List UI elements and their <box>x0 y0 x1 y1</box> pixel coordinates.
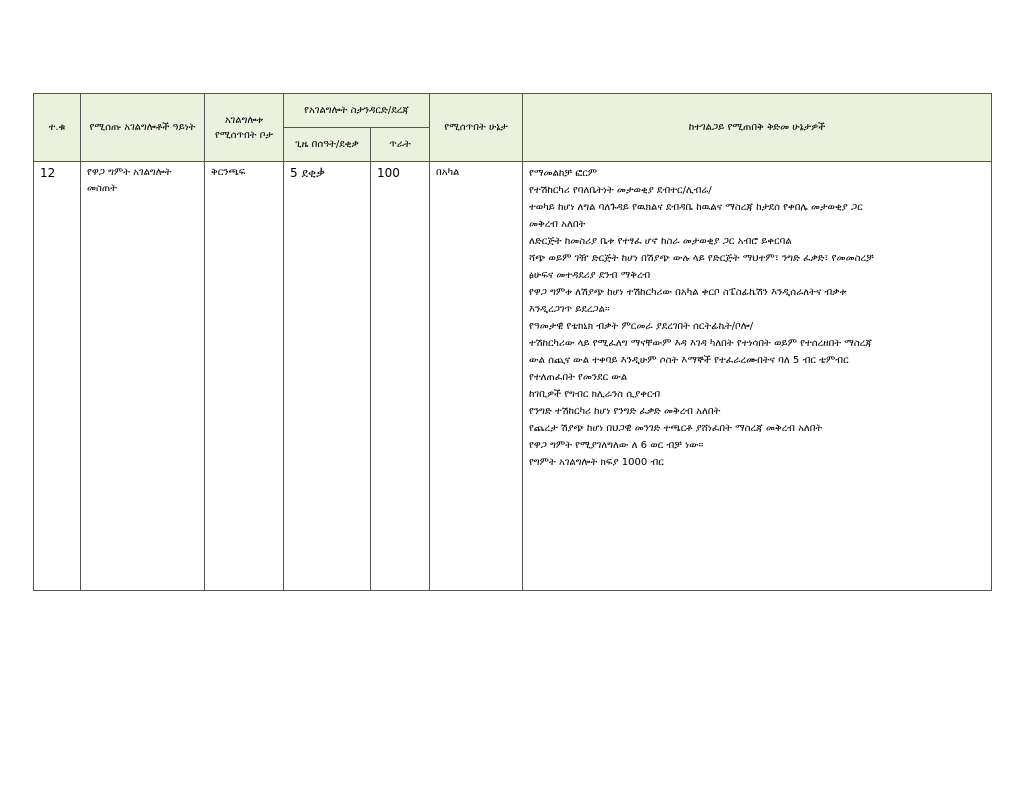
header-service-types: የሚሰጡ አገልግሎቶች ዓይነት <box>81 94 205 162</box>
list-item: የጨረታ ሽያጭ ከሆነ በህጋዊ መንገድ ተጫርቶ ያሸነፈበት ማስረጃ መቅረብ አለበት <box>529 423 823 434</box>
header-time: ጊዜ በሰዓት/ደቂቃ <box>284 128 371 162</box>
header-service-location: አገልግሎቱ የሚሰጥበት ቦታ <box>205 94 284 162</box>
row-service-type: የዋጋ ግምት አገልግሎት መስጠት <box>81 162 205 591</box>
list-item: የዋጋ ግምት የሚያገለግለው ለ 6 ወር ብቻ ነው። <box>529 440 704 451</box>
list-item: የንግድ ተሽከርካሪ ከሆነ የንግድ ፈቃድ መቅረብ አለበት <box>529 406 721 417</box>
list-item: የማመልከቻ ፎርም <box>529 168 598 179</box>
list-item: ተሽከርካሪው ላይ የሚፈለግ ማናቸውም እዳ እገዳ ካለበት የተነሳበት ወይም የተሰረዘበት ማስረጃ <box>529 338 872 349</box>
requirements-list <box>529 165 985 471</box>
list-item: ፅሁፍና መተዳደሪያ ደንብ ማቅረብ <box>529 270 651 281</box>
row-location: ቅርንጫፍ <box>205 162 284 591</box>
list-item: መቅረብ አለበት <box>529 219 586 230</box>
header-prerequisites: ከተገልጋይ የሚጠበቅ ቅድመ ሁኔታዎች <box>523 94 992 162</box>
list-item: ውል ሰጪና ውል ተቀባይ እንዲሁም ሶስት እማኞች የተፈራረሙበትና ባለ 5 ብር ቴምብር <box>529 355 849 366</box>
service-standards-table <box>33 93 992 591</box>
list-item: ሻጭ ወይም ገዥ ድርጅት ከሆነ በሽያጭ ውሉ ላይ የድርጅት ማህተም፣ ንግድ ፈቃድ፣ የመመስረቻ <box>529 253 874 264</box>
list-item: ተወካይ ከሆነ ለግል ባለጉዳይ የዉክልና ደብዳቤ ከዉልና ማስረጃ ከታደሰ የቀበሌ መታወቂያ ጋር <box>529 202 863 213</box>
header-number: ተ.ቁ <box>34 94 81 162</box>
row-requirements <box>523 162 992 591</box>
list-item: ለድርጅት ከመስሪያ ቤቱ የተፃፈ ሆኖ ከስራ መታወቂያ ጋር አብሮ ይቀርባል <box>529 236 792 247</box>
list-item: የዓመታዊ የቴክኒክ ብቃት ምርመራ ያደረገበት ሰርትፊኬት/ቦሎ/ <box>529 321 754 332</box>
row-time: 5 ደቂቃ <box>284 162 371 591</box>
list-item: እንዲረጋገጥ ይደረጋል። <box>529 304 610 315</box>
row-quality: 100 <box>371 162 430 591</box>
list-item: የዋጋ ግምቱ ለሽያጭ ከሆነ ተሽከርካሪው በአካል ቀርቦ ስፔስፊኬሽን እንዲሰራለትና ብቃቱ <box>529 287 847 298</box>
header-quality: ጥራት <box>371 128 430 162</box>
list-item: የግምት አገልግሎት ክፍያ 1000 ብር <box>529 457 664 468</box>
row-number: 12 <box>34 162 81 591</box>
list-item: ከገቢዎች የግብር ክሊራንስ ሲያቀርብ <box>529 389 661 400</box>
header-delivery-status: የሚሰጥበት ሁኔታ <box>430 94 523 162</box>
list-item: የተለጠፈበት የመንደር ውል <box>529 372 628 383</box>
header-service-standard: የአገልግሎት ስታንዳርድ/ደረጃ <box>284 94 430 128</box>
table-row <box>34 162 992 591</box>
row-delivery-status: በአካል <box>430 162 523 591</box>
list-item: የተሽከርካሪ የባለቤትነት መታወቂያ ደብተር/ሊብሬ/ <box>529 185 712 196</box>
